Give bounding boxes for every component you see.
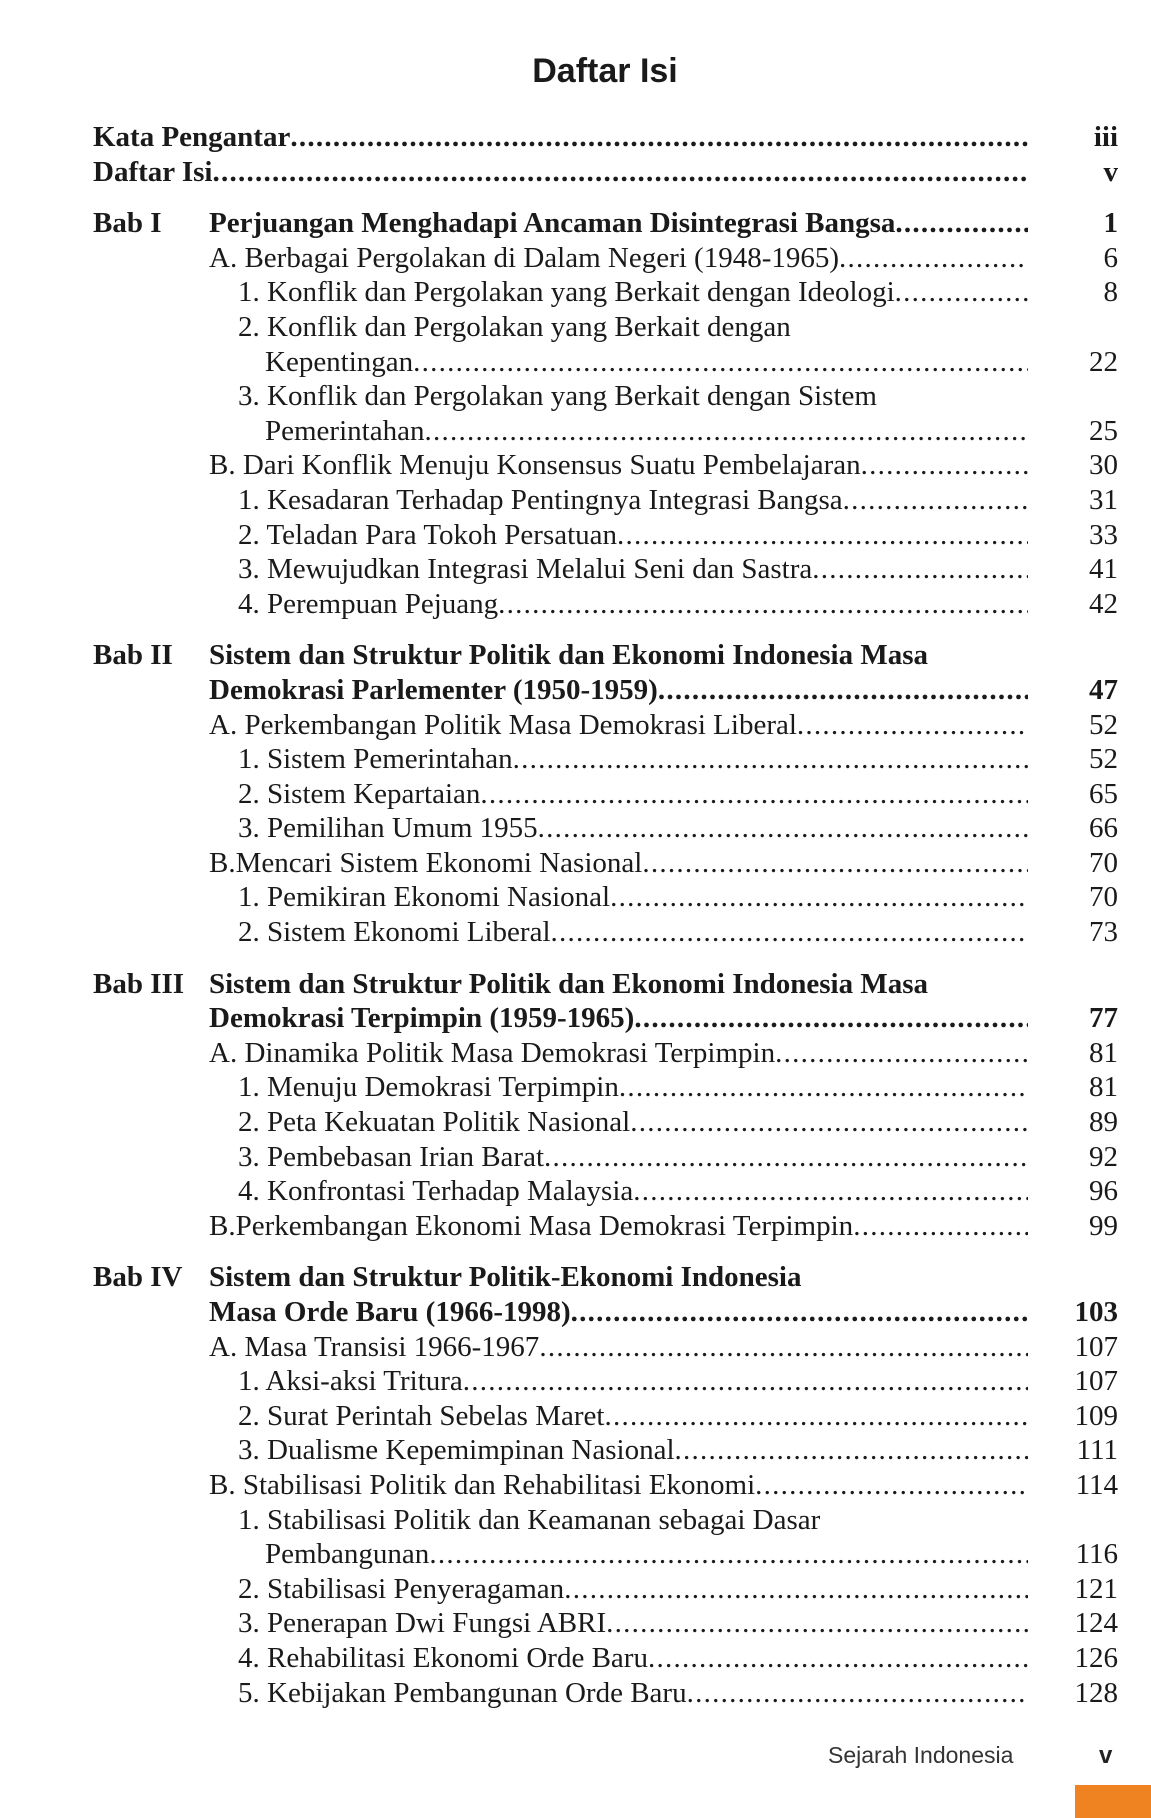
entry-title: Pemerintahan — [265, 414, 425, 447]
page-title: Daftar Isi — [532, 52, 678, 90]
toc-entry[interactable] — [93, 1537, 1118, 1572]
entry-title: Sistem dan Struktur Politik dan Ekonomi Indonesia Masa — [209, 639, 928, 672]
dot-leader — [290, 120, 1028, 155]
toc-entry[interactable] — [93, 448, 1118, 483]
page-number: 30 — [1089, 449, 1118, 482]
toc-entry[interactable] — [93, 1503, 1118, 1538]
toc-entry[interactable] — [93, 1105, 1118, 1140]
entry-title: 1. Kesadaran Terhadap Pentingnya Integrasi Bangsa — [238, 483, 843, 516]
dot-leader — [571, 1295, 1028, 1330]
dot-leader — [551, 915, 1028, 950]
toc-entry[interactable] — [93, 1641, 1118, 1676]
page-number: 73 — [1089, 916, 1118, 949]
toc-entry[interactable] — [93, 811, 1118, 846]
page-number: 96 — [1089, 1175, 1118, 1208]
entry-title: 1. Sistem Pemerintahan — [238, 743, 513, 776]
dot-leader — [634, 1001, 1028, 1036]
dot-leader — [853, 1209, 1028, 1244]
entry-title: 3. Dualisme Kepemimpinan Nasional — [238, 1434, 675, 1467]
entry-title: 2. Teladan Para Tokoh Persatuan — [238, 518, 618, 551]
toc-entry[interactable] — [93, 1433, 1118, 1468]
chapter-label: Bab II — [93, 639, 173, 672]
dot-leader — [861, 448, 1028, 483]
entry-title: B. Dari Konflik Menuju Konsensus Suatu Pembelajaran — [209, 449, 861, 482]
entry-title: 2. Konflik dan Pergolakan yang Berkait dengan — [238, 310, 791, 343]
entry-title: A. Perkembangan Politik Masa Demokrasi Liberal — [209, 708, 797, 741]
toc-entry[interactable] — [93, 587, 1118, 622]
entry-title: A. Berbagai Pergolakan di Dalam Negeri (1948-1965) — [209, 241, 840, 274]
dot-leader — [812, 552, 1028, 587]
page-number: 128 — [1074, 1676, 1118, 1709]
toc-entry[interactable] — [93, 915, 1118, 950]
toc-entry[interactable] — [93, 483, 1118, 518]
page-number: 107 — [1074, 1330, 1118, 1363]
entry-title: Sistem dan Struktur Politik-Ekonomi Indonesia — [209, 1261, 802, 1294]
entry-title: 1. Stabilisasi Politik dan Keamanan sebagai Dasar — [238, 1503, 821, 1536]
dot-leader — [642, 846, 1028, 881]
page-number: iii — [1093, 121, 1118, 153]
toc-entry[interactable] — [93, 1070, 1118, 1105]
toc-entry[interactable] — [93, 1140, 1118, 1175]
dot-leader — [648, 1641, 1028, 1676]
toc-entry[interactable] — [93, 708, 1118, 743]
entry-title: 1. Aksi-aksi Tritura — [238, 1365, 463, 1398]
toc-entry[interactable] — [93, 120, 1118, 155]
page-number: 121 — [1074, 1572, 1118, 1605]
entry-title: 3. Mewujudkan Integrasi Melalui Seni dan Sastra — [238, 553, 813, 586]
dot-leader — [675, 1433, 1028, 1468]
chapter-label: Bab I — [93, 207, 162, 240]
page-number: 116 — [1075, 1538, 1118, 1571]
page-number: 89 — [1089, 1106, 1118, 1139]
entry-title: 1. Menuju Demokrasi Terpimpin — [238, 1071, 619, 1104]
entry-title: B. Stabilisasi Politik dan Rehabilitasi Ekonomi — [209, 1468, 756, 1501]
footer-page-number: v — [1099, 1742, 1113, 1769]
dot-leader — [513, 742, 1028, 777]
entry-title: B.Mencari Sistem Ekonomi Nasional — [209, 846, 643, 879]
toc-entry[interactable] — [93, 275, 1118, 310]
page-number: 81 — [1089, 1036, 1118, 1069]
dot-leader — [895, 206, 1028, 241]
dot-leader — [630, 1105, 1028, 1140]
page-number: 65 — [1089, 777, 1118, 810]
entry-title: 4. Konfrontasi Terhadap Malaysia — [238, 1175, 634, 1208]
toc-entry[interactable] — [93, 155, 1118, 190]
dot-leader — [658, 673, 1028, 708]
dot-leader — [212, 155, 1028, 190]
toc-entry[interactable] — [93, 1399, 1118, 1434]
page-number: 41 — [1089, 553, 1118, 586]
toc-entry[interactable] — [93, 1330, 1118, 1365]
dot-leader — [606, 1606, 1028, 1641]
toc-entry[interactable] — [93, 1676, 1118, 1711]
toc-entry[interactable] — [93, 552, 1118, 587]
page-number: 99 — [1089, 1209, 1118, 1242]
dot-leader — [498, 587, 1028, 622]
entry-title: Demokrasi Parlementer (1950-1959) — [209, 673, 658, 706]
dot-leader — [413, 345, 1028, 380]
entry-title: Demokrasi Terpimpin (1959-1965) — [209, 1002, 635, 1035]
entry-title: Pembangunan — [265, 1538, 430, 1571]
page-number: 31 — [1089, 483, 1118, 516]
entry-title: 4. Perempuan Pejuang — [238, 587, 499, 620]
page-number: 124 — [1074, 1607, 1118, 1640]
toc-entry[interactable] — [93, 241, 1118, 276]
entry-title: B.Perkembangan Ekonomi Masa Demokrasi Terpimpin — [209, 1209, 854, 1242]
toc-entry[interactable] — [93, 1606, 1118, 1641]
toc-entry[interactable] — [93, 846, 1118, 881]
entry-title: 3. Pemilihan Umum 1955 — [238, 812, 538, 845]
entry-title: 1. Konflik dan Pergolakan yang Berkait dengan Ideologi — [238, 276, 895, 309]
toc-entry[interactable] — [93, 1001, 1118, 1036]
entry-title: 2. Sistem Ekonomi Liberal — [238, 916, 551, 949]
page-number: 81 — [1089, 1071, 1118, 1104]
toc-entry[interactable] — [93, 1572, 1118, 1607]
chapter-entry[interactable] — [93, 967, 1118, 1002]
dot-leader — [895, 275, 1028, 310]
entry-title: 2. Surat Perintah Sebelas Maret — [238, 1399, 605, 1432]
page-number: 6 — [1103, 241, 1118, 274]
page-number: 107 — [1074, 1365, 1118, 1398]
page-number: 33 — [1089, 518, 1118, 551]
toc-entry[interactable] — [93, 345, 1118, 380]
entry-title: Daftar Isi — [93, 155, 213, 188]
toc-entry[interactable] — [93, 310, 1118, 345]
chapter-entry[interactable] — [93, 638, 1118, 673]
dot-leader — [538, 811, 1028, 846]
dot-leader — [839, 241, 1028, 276]
dot-leader — [424, 414, 1028, 449]
page-number: 47 — [1089, 673, 1118, 706]
toc-entry[interactable] — [93, 1295, 1118, 1330]
page-number: 114 — [1075, 1468, 1118, 1501]
entry-title: 2. Stabilisasi Penyeragaman — [238, 1572, 565, 1605]
page-number: 103 — [1074, 1296, 1118, 1328]
toc-entry[interactable] — [93, 1174, 1118, 1209]
toc-entry[interactable] — [93, 1209, 1118, 1244]
toc-entry[interactable] — [93, 518, 1118, 553]
dot-leader — [480, 777, 1028, 812]
toc-entry[interactable] — [93, 379, 1118, 414]
page-number: 42 — [1089, 587, 1118, 620]
page-number: 22 — [1089, 345, 1118, 378]
page-number: 77 — [1089, 1002, 1118, 1035]
entry-title: 4. Rehabilitasi Ekonomi Orde Baru — [238, 1641, 648, 1674]
chapter-entry[interactable] — [93, 206, 1118, 241]
entry-title: 3. Konflik dan Pergolakan yang Berkait dengan Sistem — [238, 380, 877, 413]
entry-title: A. Dinamika Politik Masa Demokrasi Terpimpin — [209, 1036, 776, 1069]
dot-leader — [843, 483, 1028, 518]
entry-title: 1. Pemikiran Ekonomi Nasional — [238, 881, 611, 914]
page-number: 126 — [1074, 1641, 1118, 1674]
dot-leader — [463, 1364, 1028, 1399]
page-number: 25 — [1089, 414, 1118, 447]
entry-title: Sistem dan Struktur Politik dan Ekonomi Indonesia Masa — [209, 967, 928, 1000]
entry-title: 2. Sistem Kepartaian — [238, 777, 481, 810]
entry-title: 5. Kebijakan Pembangunan Orde Baru — [238, 1676, 687, 1709]
dot-leader — [617, 518, 1028, 553]
page-number: 52 — [1089, 708, 1118, 741]
dot-leader — [755, 1468, 1028, 1503]
page-number: 52 — [1089, 743, 1118, 776]
chapter-label: Bab IV — [93, 1261, 183, 1294]
entry-title: 3. Pembebasan Irian Barat — [238, 1140, 545, 1173]
dot-leader — [610, 880, 1028, 915]
page-number: 66 — [1089, 812, 1118, 845]
page-number: 8 — [1103, 276, 1118, 309]
dot-leader — [539, 1330, 1028, 1365]
toc-entry[interactable] — [93, 1036, 1118, 1071]
dot-leader — [775, 1036, 1028, 1071]
dot-leader — [604, 1399, 1028, 1434]
dot-leader — [619, 1070, 1028, 1105]
entry-title: 3. Penerapan Dwi Fungsi ABRI — [238, 1607, 607, 1640]
toc-entry[interactable] — [93, 414, 1118, 449]
entry-title: 2. Peta Kekuatan Politik Nasional — [238, 1106, 631, 1139]
dot-leader — [564, 1572, 1028, 1607]
page-number: 111 — [1076, 1434, 1118, 1467]
toc-entry[interactable] — [93, 777, 1118, 812]
entry-title: Kepentingan — [265, 345, 414, 378]
toc-entry[interactable] — [93, 1468, 1118, 1503]
toc-entry[interactable] — [93, 673, 1118, 708]
toc-entry[interactable] — [93, 1364, 1118, 1399]
dot-leader — [544, 1140, 1028, 1175]
dot-leader — [687, 1676, 1028, 1711]
entry-title: A. Masa Transisi 1966-1967 — [209, 1330, 540, 1363]
table-of-contents — [93, 120, 1118, 1710]
dot-leader — [633, 1174, 1028, 1209]
toc-entry[interactable] — [93, 880, 1118, 915]
footer-book-title: Sejarah Indonesia — [828, 1742, 1014, 1768]
dot-leader — [797, 708, 1028, 743]
chapter-label: Bab III — [93, 967, 185, 1000]
chapter-entry[interactable] — [93, 1260, 1118, 1295]
accent-color-block — [1075, 1785, 1151, 1818]
page-number: v — [1103, 155, 1118, 188]
page-number: 109 — [1074, 1399, 1118, 1432]
entry-title: Kata Pengantar — [93, 121, 291, 153]
page-number: 1 — [1103, 207, 1118, 240]
toc-entry[interactable] — [93, 742, 1118, 777]
page-number: 70 — [1089, 881, 1118, 914]
page-number: 70 — [1089, 846, 1118, 879]
page-number: 92 — [1089, 1140, 1118, 1173]
entry-title: Masa Orde Baru (1966-1998) — [209, 1296, 571, 1328]
entry-title: Perjuangan Menghadapi Ancaman Disintegrasi Bangsa — [209, 207, 896, 240]
dot-leader — [429, 1537, 1028, 1572]
